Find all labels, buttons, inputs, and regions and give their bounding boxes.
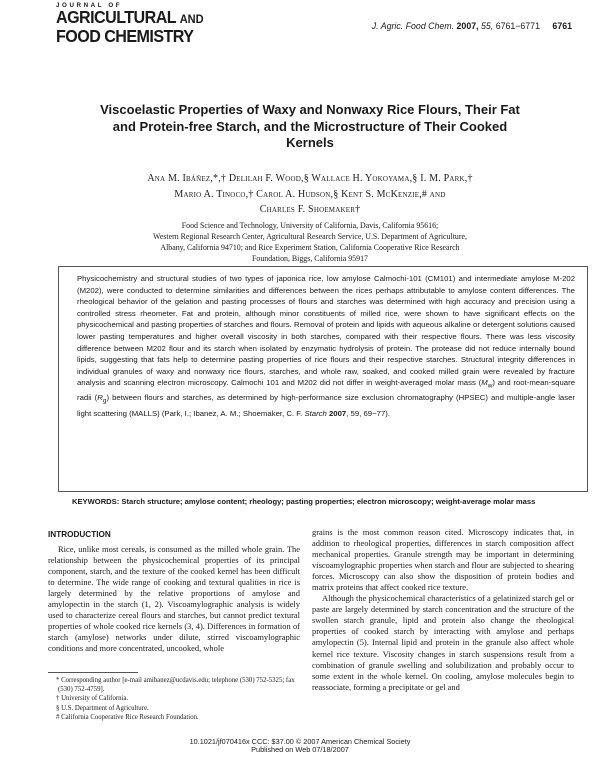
abstract-mw-symbol: M <box>481 378 488 388</box>
affiliation-line: Foundation, Biggs, California 95917 <box>252 254 368 264</box>
affiliation-line: Western Regional Research Center, Agricultural Research Service, U.S. Department of Agriculture, <box>153 232 467 242</box>
affiliations <box>145 220 475 264</box>
citation-volume: 55, <box>481 21 494 31</box>
affiliation-line: Albany, California 94710; and Rice Experiment Station, California Cooperative Rice Research <box>160 243 460 253</box>
citation-header <box>372 21 572 31</box>
abstract-part: ) between flours and starches, as determined by high-performance size exclusion chromatography (HPSEC) and multiple-angle laser light scattering (MALLS) (Park, I.; Ibanez, A. M.; Shoemaker, C. F. <box>77 393 575 418</box>
abstract-text <box>77 273 575 419</box>
introduction-heading: INTRODUCTION <box>48 530 111 539</box>
abstract-rg-subscript: g <box>102 398 107 406</box>
author-line: Charles F. Shoemaker† <box>259 204 361 216</box>
article-title: Viscoelastic Properties of Waxy and Nonwaxy Rice Flours, Their Fat and Protein-free Starch, and the Microstructure of Their Cooked Kernels <box>100 102 520 150</box>
abstract-part: ) and root-mean-square radii ( <box>77 378 575 403</box>
author-list <box>118 171 502 218</box>
footnote: † University of California. <box>56 695 129 703</box>
footnote-divider <box>48 672 138 673</box>
citation-journal: J. Agric. Food Chem. <box>371 21 455 31</box>
affiliation-line: Food Science and Technology, University of California, Davis, California 95616; <box>181 221 439 230</box>
keywords-label: KEYWORDS: <box>72 497 120 506</box>
journal-logo <box>56 2 276 45</box>
abstract-ref-rest: , 59, 69−77). <box>346 408 390 418</box>
abstract-mw-subscript: w <box>487 382 493 390</box>
footnote: # California Cooperative Rice Research Foundation. <box>56 713 199 721</box>
keywords <box>72 496 572 508</box>
journal-logo-line2: FOOD CHEMISTRY <box>56 26 194 46</box>
author-line: Mario A. Tinoco,† Carol A. Hudson,§ Kent S. McKenzie,# and <box>174 188 446 200</box>
journal-logo-word-and: AND <box>179 12 204 26</box>
author-line: Ana M. Ibáñez,*,† Delilah F. Wood,§ Wallace H. Yokoyama,§ I. M. Park,† <box>147 173 473 184</box>
abstract-ref-year: 2007 <box>329 408 347 418</box>
keywords-text: Starch structure; amylose content; rheology; pasting properties; electron microscopy; weight-average molar mass <box>121 497 536 506</box>
citation-pages: 6761−6771 <box>495 21 540 31</box>
introduction-right-column <box>312 527 574 693</box>
journal-logo-small: JOURNAL OF <box>56 2 123 9</box>
doi-line: 10.1021/jf070416x CCC: $37.00 © 2007 American Chemical Society <box>189 737 411 746</box>
abstract-rg-symbol: R <box>97 393 103 403</box>
abstract-box <box>58 266 588 492</box>
footnote: * Corresponding author [e-mail amibanez@ucdavis.edu; telephone (530) 752-5325; fax (530) 752-4759]. <box>56 677 295 694</box>
introduction-paragraph: grains is the most common reason cited. Microscopy indicates that, in addition to rheological properties, differences in starch composition affect mechanical properties. Granule strength may be important in determining viscoamylographic properties when starch and flour are subjected to shearing forces. Microscopy can also show the disposition of protein bodies and matrix proteins that affect cooked rice texture. <box>312 527 574 593</box>
introduction-left-column: Rice, unlike most cereals, is consumed as the milled whole grain. The relationship between the physicochemical properties of its principal component, starch, and the texture of the cooked kernel has been difficult to determine. The wide range of cooking and textural qualities in rice is largely determined by the relative proportions of amylose and amylopectin in the starch (1, 2). Viscoamylographic analysis is widely used to characterize cereal flours and starches, but cannot predict textural properties of whole cooked rice kernels (3, 4). Differences in formation of starch (amylose) networks under dilute, stirred viscoamylographic conditions and more concentrated, uncooked, whole <box>48 544 300 654</box>
citation-year: 2007, <box>456 21 479 31</box>
footnote: § U.S. Department of Agriculture. <box>56 704 149 712</box>
abstract-part: Physicochemistry and structural studies of two types of japonica rice, low amylose Calmochi-101 (CM101) and intermediate amylose M-202 (M202), were conducted to determine similarities and differences between the rices perhaps attributable to amylose content differences. The rheological behavior of the gelation and pasting processes of flours and starches was determined with high accuracy and precision using a controlled stress rheometer. Fat and protein, although minor constituents of milled rice, were shown to have significant effects on the physicochemical and pasting properties of starches and flours. Removal of protein and lipids with aqueous alkaline or detergent solutions caused lower pasting temperatures and higher overall viscosity in both starches, compared with their respective flours. There was less viscosity difference between M202 flour and its starch when isolated by enzymatic hydrolysis of protein. The protease did not reduce internally bound lipids, suggesting that fats help to determine pasting properties of rice flours and their respective starches. Structural integrity differences in individual granules of waxy and nonwaxy rice flours, starches, and whole raw, soaked, and cooked milled grain were revealed by fracture analysis and scanning electron microscopy. Calmochi 101 and M202 did not differ in weight-averaged molar mass ( <box>77 274 575 388</box>
journal-logo-word-agricultural: AGRICULTURAL <box>56 7 176 27</box>
abstract-ref-journal: Starch <box>304 408 327 418</box>
doi-block <box>0 738 600 755</box>
published-date: Published on Web 07/18/2007 <box>251 745 349 755</box>
page-number: 6761 <box>552 21 572 31</box>
footnotes <box>48 676 303 722</box>
introduction-paragraph: Although the physicochemical characteristics of a gelatinized starch gel or paste are largely determined by starch concentration and the structure of the swollen starch granule, lipid and protein also change the rheological properties of cooked starch by interacting with amylose and perhaps amylopectin (5). Internal lipid and protein in the granule also affect whole kernel rice texture. Viscosity changes in starch suspensions result from a combination of granule swelling and solubilization and probably occur to some extent in the whole kernel. On cooling, amylose molecules begin to reassociate, forming a precipitate or gel and <box>312 593 574 692</box>
